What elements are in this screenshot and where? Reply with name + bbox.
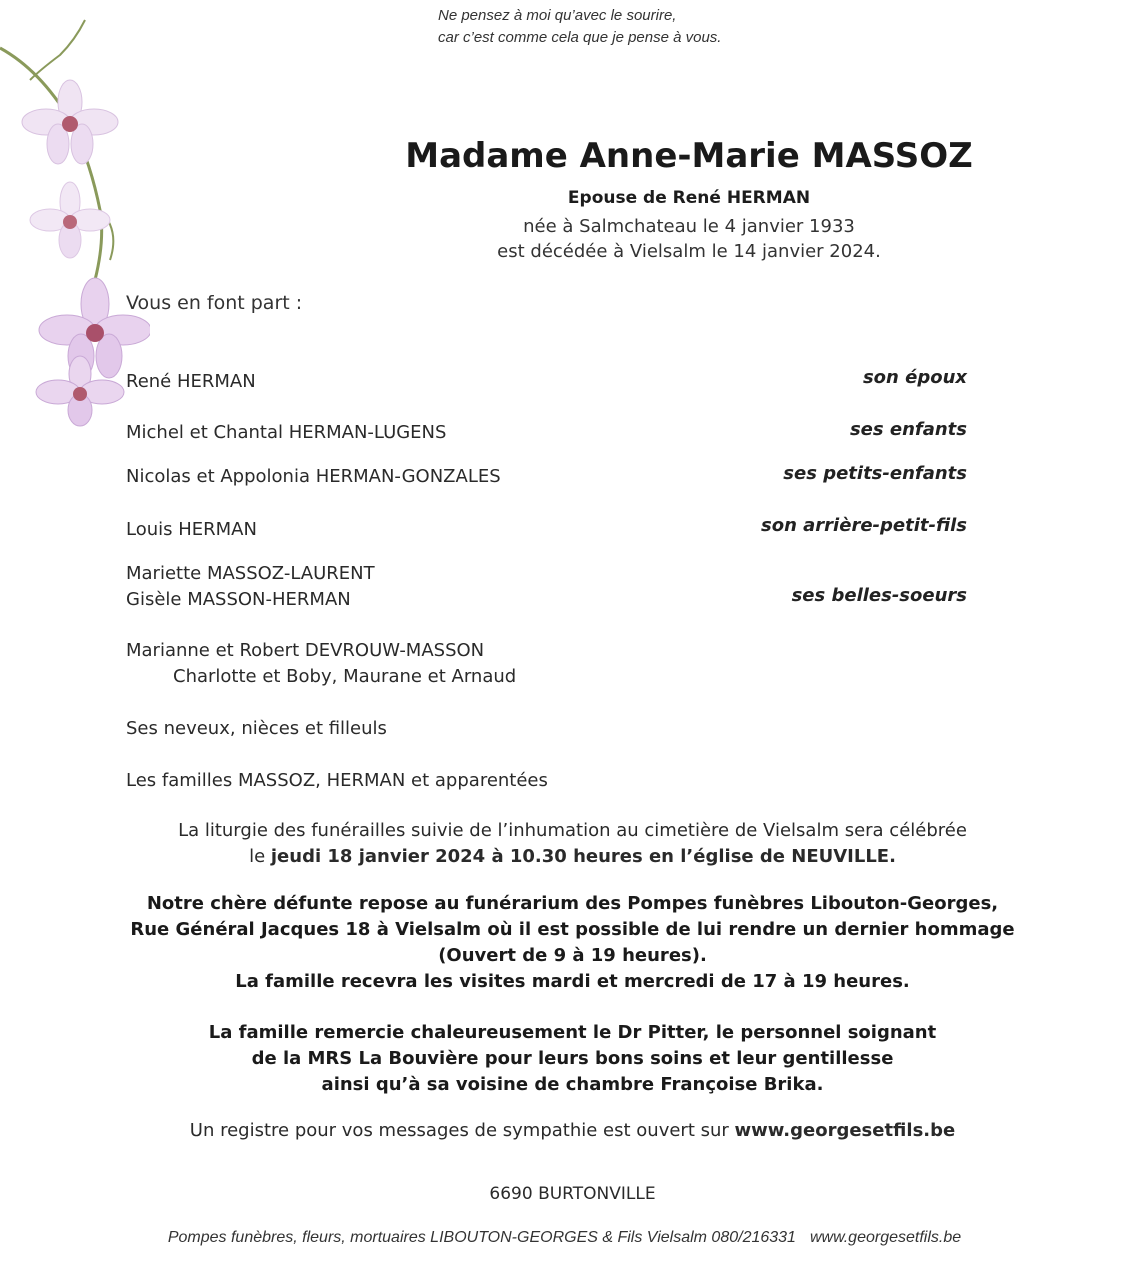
family-relation: ses petits-enfants bbox=[783, 463, 967, 484]
death-line: est décédée à Vielsalm le 14 janvier 2024. bbox=[497, 241, 881, 262]
family-member-group bbox=[126, 561, 375, 613]
family-member: Gisèle MASSON-HERMAN bbox=[126, 589, 351, 610]
liturgy-block bbox=[0, 818, 1145, 870]
funerarium-line-4: La famille recevra les visites mardi et mercredi de 17 à 19 heures. bbox=[235, 971, 910, 992]
family-relation: son arrière-petit-fils bbox=[761, 515, 967, 536]
family-member: Marianne et Robert DEVROUW-MASSON bbox=[126, 640, 485, 661]
family-member: Ses neveux, nièces et filleuls bbox=[126, 718, 387, 739]
quote-line-1: Ne pensez à moi qu’avec le sourire, bbox=[438, 7, 677, 24]
family-member-group bbox=[126, 638, 516, 690]
family-relation: ses belles-soeurs bbox=[791, 585, 967, 606]
orchid-decoration-icon bbox=[0, 0, 150, 430]
family-member: Louis HERMAN bbox=[126, 519, 257, 540]
registry-text: Un registre pour vos messages de sympathie est ouvert sur bbox=[189, 1120, 729, 1141]
deceased-name: Madame Anne-Marie MASSOZ bbox=[405, 136, 973, 176]
family-member: Les familles MASSOZ, HERMAN et apparentées bbox=[126, 770, 548, 791]
footer-text: Pompes funèbres, fleurs, mortuaires LIBOUTON-GEORGES & Fils Vielsalm 080/216331 bbox=[167, 1229, 796, 1246]
thanks-block bbox=[0, 1020, 1145, 1098]
address: 6690 BURTONVILLE bbox=[489, 1184, 656, 1204]
liturgy-date: jeudi 18 janvier 2024 à 10.30 heures en l’église de NEUVILLE. bbox=[270, 846, 896, 867]
family-member: Nicolas et Appolonia HERMAN-GONZALES bbox=[126, 466, 501, 487]
liturgy-prefix: le bbox=[249, 846, 266, 867]
family-member: Mariette MASSOZ-LAURENT bbox=[126, 563, 375, 584]
family-member: Michel et Chantal HERMAN-LUGENS bbox=[126, 422, 447, 443]
footer-link[interactable]: www.georgesetfils.be bbox=[809, 1229, 962, 1246]
quote-line-2: car c’est comme cela que je pense à vous. bbox=[438, 29, 722, 46]
liturgy-line-1: La liturgie des funérailles suivie de l’inhumation au cimetière de Vielsalm sera célébrée bbox=[178, 820, 967, 841]
funerarium-block bbox=[0, 891, 1145, 995]
footer bbox=[0, 1229, 1129, 1247]
birth-line: née à Salmchateau le 4 janvier 1933 bbox=[523, 216, 855, 237]
registry-line bbox=[0, 1118, 1145, 1144]
intro-text: Vous en font part : bbox=[126, 292, 303, 314]
family-member: Charlotte et Boby, Maurane et Arnaud bbox=[173, 666, 517, 687]
deceased-spouse: Epouse de René HERMAN bbox=[567, 188, 811, 208]
deceased-dates bbox=[376, 214, 1002, 264]
thanks-line-1: La famille remercie chaleureusement le Dr Pitter, le personnel soignant bbox=[208, 1022, 937, 1043]
registry-link[interactable]: www.georgesetfils.be bbox=[734, 1120, 956, 1141]
family-member: René HERMAN bbox=[126, 371, 256, 392]
funerarium-line-2: Rue Général Jacques 18 à Vielsalm où il est possible de lui rendre un dernier hommage bbox=[130, 919, 1015, 940]
family-relation: ses enfants bbox=[849, 419, 967, 440]
liturgy-line-2 bbox=[0, 844, 1145, 870]
funerarium-line-1: Notre chère défunte repose au funérarium des Pompes funèbres Libouton-Georges, bbox=[146, 893, 999, 914]
epitaph-quote bbox=[438, 5, 721, 49]
family-relation: son époux bbox=[862, 367, 967, 388]
funerarium-line-3: (Ouvert de 9 à 19 heures). bbox=[438, 945, 707, 966]
thanks-line-2: de la MRS La Bouvière pour leurs bons soins et leur gentillesse bbox=[251, 1048, 894, 1069]
thanks-line-3: ainsi qu’à sa voisine de chambre Françoise Brika. bbox=[321, 1074, 824, 1095]
